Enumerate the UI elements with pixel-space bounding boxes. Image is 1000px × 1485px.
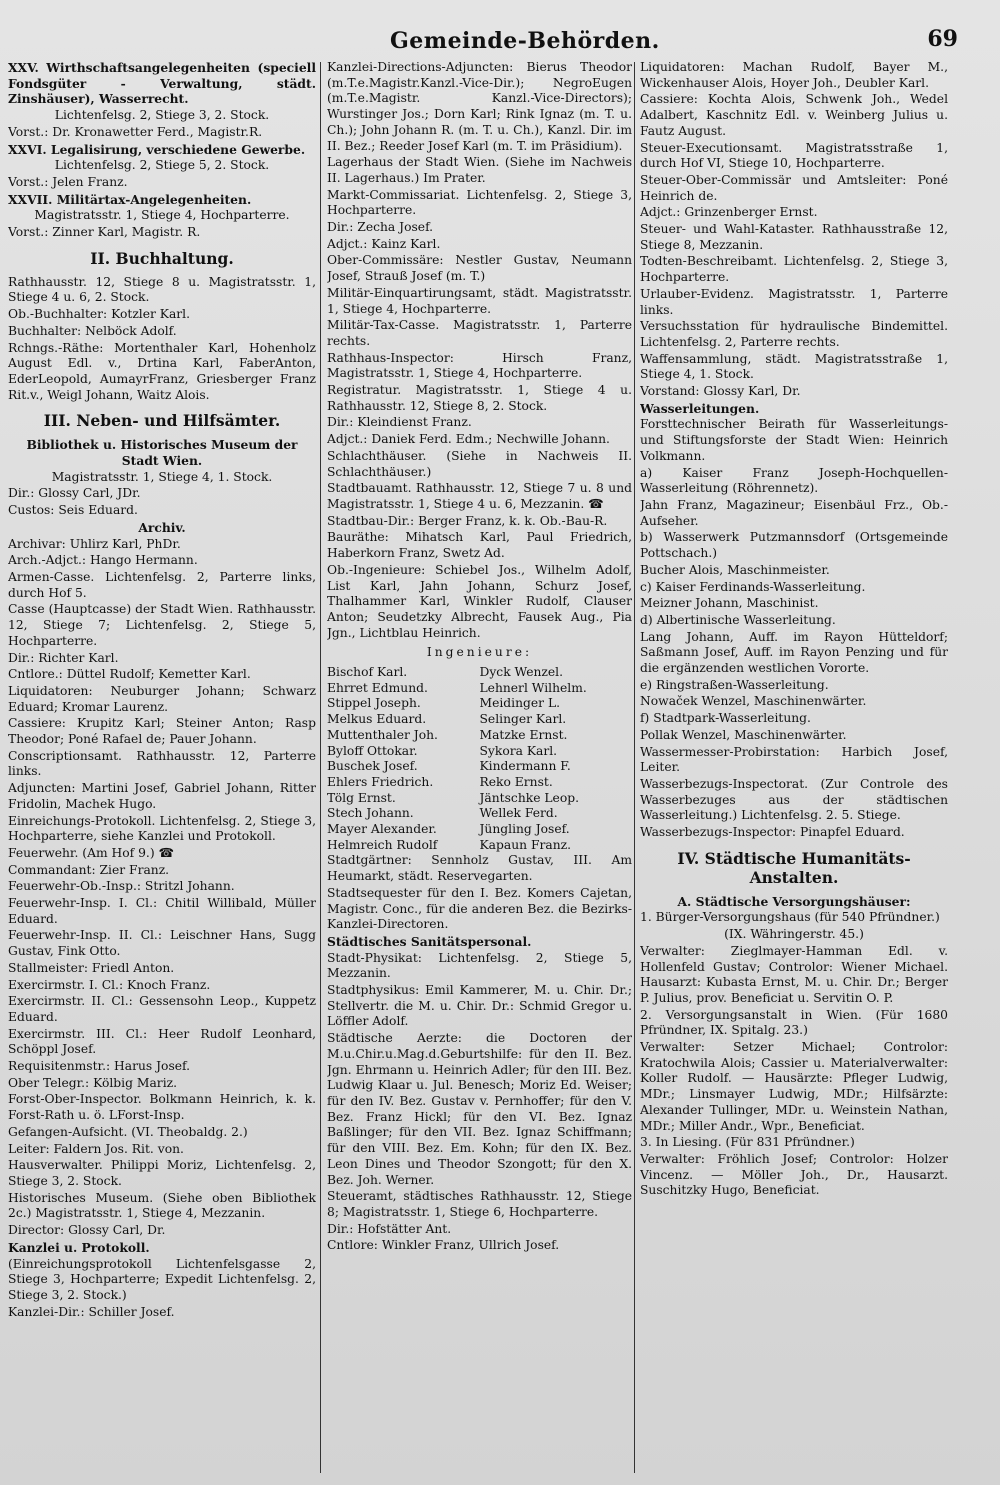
table-cell: Matzke Ernst.	[479, 727, 568, 742]
entry: Ober Telegr.: Kölbig Mariz.	[8, 1075, 178, 1090]
table-cell: Stippel Joseph.	[327, 696, 421, 711]
table-row	[327, 696, 632, 712]
entry: Bucher Alois, Maschinmeister.	[640, 562, 830, 577]
table-cell: Bischof Karl.	[327, 665, 408, 680]
entry: Einreichungs-Protokoll. Lichtenfelsg. 2, Stiege 3, Hochparterre, siehe Kanzlei und Protokoll.	[8, 813, 316, 844]
entry: Steuer-Ober-Commissär und Amtsleiter: Poné Heinrich de.	[640, 172, 948, 203]
ingenieure-heading: Ingenieure:	[426, 645, 533, 660]
entry: Rchngs.-Räthe: Mortenthaler Karl, Hohenholz August Edl. v., Drtina Karl, FaberAnton, EderLeopold, AumayrFranz, Griesberger Franz Rit.v., Weigl Johann, Waitz Alois.	[8, 340, 316, 402]
page-title: Gemeinde-Behörden.	[390, 28, 660, 54]
entry: Pollak Wenzel, Maschinenwärter.	[640, 727, 847, 742]
entry: Stallmeister: Friedl Anton.	[8, 960, 175, 975]
entry: Jahn Franz, Magazineur; Eisenbäul Frz., Ob.-Aufseher.	[640, 497, 948, 528]
address: (IX. Währingerstr. 45.)	[724, 927, 864, 942]
entry: Dir.: Kleindienst Franz.	[327, 415, 472, 430]
entry: Rathhaus-Inspector: Hirsch Franz, Magistratsstr. 1, Stiege 4, Hochparterre.	[327, 350, 632, 381]
entry: Vorst.: Jelen Franz.	[8, 174, 128, 189]
entry: Archivar: Uhlirz Karl, PhDr.	[8, 536, 181, 551]
entry: Dir.: Richter Karl.	[8, 650, 119, 665]
entry: Markt-Commissariat. Lichtenfelsg. 2, Stiege 3, Hochparterre.	[327, 187, 632, 218]
entry: Ob.-Buchhalter: Kotzler Karl.	[8, 307, 191, 322]
section-heading: Bibliothek u. Historisches Museum der Stadt Wien.	[26, 437, 298, 469]
entry: Forsttechnischer Beirath für Wasserleitungs- und Stiftungsforste der Stadt Wien: Heinrich Volkmann.	[640, 417, 948, 463]
entry: Dir.: Glossy Carl, JDr.	[8, 486, 141, 501]
entry: Director: Glossy Carl, Dr.	[8, 1223, 166, 1238]
entry: d) Albertinische Wasserleitung.	[640, 612, 836, 627]
entry: Bauräthe: Mihatsch Karl, Paul Friedrich, Haberkorn Franz, Swetz Ad.	[327, 530, 632, 561]
table-cell: Mayer Alexander.	[327, 822, 437, 837]
entry: Armen-Casse. Lichtenfelsg. 2, Parterre links, durch Hof 5.	[8, 569, 316, 600]
entry: Städtische Aerzte: die Doctoren der M.u.Chir.u.Mag.d.Geburtshilfe: für den II. Bez. Jgn. Ehrmann u. Heinrich Adler; für den III. Bez. Ludwig Klaar u. Jul. Benesch; Moriz Ed. Weiser; für den IV. Bez. Gustav v. Pernhoffer; für den V. Bez. Franz Hickl; für den VI. Bez. Ignaz Baßlinger; für den VII. Bez. Ignaz Schiffmann; für den VIII. Bez. Em. Kohn; für den IX. Bez. Leon Dines und Theodor Szongott; für den X. Bez. Joh. Werner.	[327, 1031, 632, 1187]
entry: Verwalter: Setzer Michael; Controlor: Kratochwila Alois; Cassier u. Materialverwalter: Koller Rudolf. — Hausärzte: Pfleger Ludwig, MDr.; Linsmayer Ludwig, MDr.; Hilfsärzte: Alexander Tullinger, MDr. u. Weinstein Nathan, MDr.; Miller Andr., Wpr., Beneficiat.	[640, 1040, 948, 1133]
entry: Gefangen-Aufsicht. (VI. Theobaldg. 2.)	[8, 1124, 248, 1139]
table-cell: Byloff Ottokar.	[327, 743, 418, 758]
entry: 3. In Liesing. (Für 831 Pfründner.)	[640, 1135, 855, 1150]
table-cell: Ehrret Edmund.	[327, 680, 428, 695]
column-divider	[320, 62, 321, 1473]
table-cell: Meidinger L.	[479, 696, 561, 711]
table-row	[327, 744, 632, 760]
table-cell: Stech Johann.	[327, 806, 414, 821]
entry: Feuerwehr-Insp. II. Cl.: Leischner Hans, Sugg Gustav, Fink Otto.	[8, 928, 316, 959]
entry: Cassiere: Kochta Alois, Schwenk Joh., Wedel Adalbert, Kaschnitz Edl. v. Weinberg Julius u. Fautz August.	[640, 92, 948, 138]
column-divider	[634, 62, 635, 1473]
entry: Nowaček Wenzel, Maschinenwärter.	[640, 694, 867, 709]
entry: Wasserbezugs-Inspectorat. (Zur Controle des Wasserbezuges aus der städtischen Wasserleitung.) Lichtenfelsg. 2. 5. Stiege.	[640, 776, 948, 823]
entry: Schlachthäuser. (Siehe in Nachweis II. Schlachthäuser.)	[327, 448, 632, 479]
table-cell: Tölg Ernst.	[327, 790, 396, 805]
table-cell: Wellek Ferd.	[479, 806, 558, 821]
entry: Verwalter: Zieglmayer-Hamman Edl. v. Hollenfeld Gustav; Controlor: Wiener Michael. Hausarzt: Kubasta Ernst, M. u. Chir. Dr.; Berger P. Julius, prov. Beneficiat u. Servitin O. P.	[640, 943, 948, 1005]
entry: b) Wasserwerk Putzmannsdorf (Ortsgemeinde Pottschach.)	[640, 530, 948, 561]
chapter-heading: III. Neben- und Hilfsämter.	[43, 411, 281, 431]
entry: Stadtbauamt. Rathhausstr. 12, Stiege 7 u. 8 und Magistratsstr. 1, Stiege 4 u. 6, Mezzanin. ☎	[327, 481, 632, 511]
entry: Feuerwehr-Ob.-Insp.: Stritzl Johann.	[8, 879, 235, 894]
table-row	[327, 712, 632, 728]
entry: Exercirmstr. I. Cl.: Knoch Franz.	[8, 977, 211, 992]
page-header	[0, 0, 1000, 58]
chapter-heading: II. Buchhaltung.	[90, 248, 234, 268]
entry: Wassermesser-Probirstation: Harbich Josef, Leiter.	[640, 744, 948, 775]
entry: Militär-Einquartirungsamt, städt. Magistratsstr. 1, Stiege 4, Hochparterre.	[327, 285, 632, 316]
column-left	[8, 60, 316, 1475]
entry: Adjct.: Kainz Karl.	[327, 236, 441, 251]
entry: Requisitenmstr.: Harus Josef.	[8, 1059, 191, 1074]
entry: Kanzlei-Directions-Adjuncten: Bierus Theodor (m.T.e.Magistr.Kanzl.-Vice-Dir.); NegroEugen (m.T.e.Magistr. Kanzl.-Vice-Directors); Wurstinger Jos.; Dorn Karl; Rink Ignaz (m. T. u. Ch.); John Johann R. (m. T. u. Ch.), Kanzl. Dir. im II. Bez.; Reeder Josef Karl (m. T. im Präsidium).	[327, 60, 632, 153]
table-row	[327, 681, 632, 697]
entry: Conscriptionsamt. Rathhausstr. 12, Parterre links.	[8, 748, 316, 779]
table-row	[327, 838, 632, 854]
address: Lichtenfelsg. 2, Stiege 3, 2. Stock.	[54, 108, 270, 123]
entry: Militär-Tax-Casse. Magistratsstr. 1, Parterre rechts.	[327, 318, 632, 348]
entry: Stadtgärtner: Sennholz Gustav, III. Am Heumarkt, städt. Reservegarten.	[327, 853, 632, 884]
table-row	[327, 665, 632, 681]
table-cell: Jüngling Josef.	[479, 822, 570, 837]
entry: Leiter: Faldern Jos. Rit. von.	[8, 1141, 184, 1156]
entry: Cntlore.: Düttel Rudolf; Kemetter Karl.	[8, 667, 251, 682]
entry: Urlauber-Evidenz. Magistratsstr. 1, Parterre links.	[640, 286, 948, 317]
table-cell: Jäntschke Leop.	[479, 790, 580, 805]
table-row	[327, 728, 632, 744]
table-cell: Lehnerl Wilhelm.	[479, 680, 587, 695]
entry: Stadtbau-Dir.: Berger Franz, k. k. Ob.-Bau-R.	[327, 513, 608, 528]
entry: Steuer- und Wahl-Kataster. Rathhausstraße 12, Stiege 8, Mezzanin.	[640, 222, 948, 252]
column-middle	[327, 60, 632, 1475]
entry: Stadtsequester für den I. Bez. Komers Cajetan, Magistr. Conc., für die anderen Bez. die Bezirks-Kanzlei-Directoren.	[327, 885, 632, 932]
entry: Forst-Ober-Inspector. Bolkmann Heinrich, k. k. Forst-Rath u. ö. LForst-Insp.	[8, 1092, 316, 1123]
entry: Stadtphysikus: Emil Kammerer, M. u. Chir. Dr.; Stellvertr. die M. u. Chir. Dr.: Schmid Gregor u. Löffler Adolf.	[327, 983, 632, 1029]
table-cell: Sykora Karl.	[479, 743, 558, 758]
entry: Dir.: Zecha Josef.	[327, 220, 434, 235]
entry: Lang Johann, Auff. im Rayon Hütteldorf; Saßmann Josef, Auff. im Rayon Penzing und für die ergänzenden westlichen Vororte.	[640, 629, 948, 676]
entry: Lagerhaus der Stadt Wien. (Siehe im Nachweis II. Lagerhaus.) Im Prater.	[327, 155, 632, 185]
entry: Vorst.: Dr. Kronawetter Ferd., Magistr.R.	[8, 124, 263, 139]
entry: Wasserbezugs-Inspector: Pinapfel Eduard.	[640, 825, 905, 840]
section-heading: A. Städtische Versorgungshäuser:	[677, 893, 911, 909]
entry: Vorstand: Glossy Karl, Dr.	[640, 384, 801, 399]
table-row	[327, 775, 632, 791]
entry: Custos: Seis Eduard.	[8, 503, 138, 518]
table-cell: Ehlers Friedrich.	[327, 774, 434, 789]
entry: Vorst.: Zinner Karl, Magistr. R.	[8, 225, 201, 240]
entry: e) Ringstraßen-Wasserleitung.	[640, 677, 829, 692]
entry: Casse (Hauptcasse) der Stadt Wien. Rathhausstr. 12, Stiege 7; Lichtenfelsg. 2, Stiege 5, Hochparterre.	[8, 602, 316, 648]
table-cell: Melkus Eduard.	[327, 712, 427, 727]
entry: Feuerwehr. (Am Hof 9.) ☎	[8, 845, 174, 860]
table-row	[327, 759, 632, 775]
entry: Todten-Beschreibamt. Lichtenfelsg. 2, Stiege 3, Hochparterre.	[640, 254, 948, 285]
entry: Meizner Johann, Maschinist.	[640, 596, 819, 611]
address: Lichtenfelsg. 2, Stiege 5, 2. Stock.	[54, 158, 270, 173]
entry: Exercirmstr. II. Cl.: Gessensohn Leop., Kuppetz Eduard.	[8, 994, 316, 1024]
chapter-heading: IV. Städtische Humanitäts-Anstalten.	[677, 848, 911, 887]
entry: Adjct.: Grinzenberger Ernst.	[640, 205, 818, 220]
page-number: 69	[927, 26, 958, 52]
entry: Steuer-Executionsamt. Magistratsstraße 1, durch Hof VI, Stiege 10, Hochparterre.	[640, 140, 948, 171]
entry: c) Kaiser Ferdinands-Wasserleitung.	[640, 579, 866, 594]
entry: Waffensammlung, städt. Magistratsstraße 1, Stiege 4, 1. Stock.	[640, 351, 948, 382]
entry: Liquidatoren: Neuburger Johann; Schwarz Eduard; Kromar Laurenz.	[8, 683, 316, 714]
table-cell: Reko Ernst.	[479, 774, 553, 789]
table-cell: Buschek Josef.	[327, 759, 418, 774]
table-row	[327, 791, 632, 807]
entry: Historisches Museum. (Siehe oben Bibliothek 2c.) Magistratsstr. 1, Stiege 4, Mezzanin.	[8, 1190, 316, 1221]
entry: Hausverwalter. Philippi Moriz, Lichtenfelsg. 2, Stiege 3, 2. Stock.	[8, 1158, 316, 1188]
table-cell: Muttenthaler Joh.	[327, 727, 438, 742]
entry: Dir.: Hofstätter Ant.	[327, 1221, 452, 1236]
entry: (Einreichungsprotokoll Lichtenfelsgasse 2, Stiege 3, Hochparterre; Expedit Lichtenfelsg. 2, Stiege 3, 2. Stock.)	[8, 1256, 316, 1302]
entry: Adjct.: Daniek Ferd. Edm.; Nechwille Johann.	[327, 432, 610, 447]
entry: Liquidatoren: Machan Rudolf, Bayer M., Wickenhauser Alois, Hoyer Joh., Deubler Karl.	[640, 60, 948, 90]
entry: a) Kaiser Franz Joseph-Hochquellen-Wasserleitung (Röhrennetz).	[640, 465, 948, 496]
entry: Steueramt, städtisches Rathhausstr. 12, Stiege 8; Magistratsstr. 1, Stiege 6, Hochparterre.	[327, 1189, 632, 1219]
ingenieure-table	[327, 665, 632, 853]
entry: Exercirmstr. III. Cl.: Heer Rudolf Leonhard, Schöppl Josef.	[8, 1026, 316, 1057]
entry: Kanzlei-Dir.: Schiller Josef.	[8, 1304, 175, 1319]
entry: Commandant: Zier Franz.	[8, 862, 170, 877]
section-heading: Archiv.	[138, 519, 186, 535]
section-heading: XXVII. Militärtax-Angelegenheiten.	[8, 191, 252, 207]
entry: Feuerwehr-Insp. I. Cl.: Chitil Willibald, Müller Eduard.	[8, 896, 316, 926]
address: Magistratsstr. 1, Stiege 4, Hochparterre.	[34, 208, 290, 223]
entry: Registratur. Magistratsstr. 1, Stiege 4 u. Rathhausstr. 12, Stiege 8, 2. Stock.	[327, 383, 632, 413]
table-cell: Dyck Wenzel.	[479, 665, 563, 680]
entry: Ob.-Ingenieure: Schiebel Jos., Wilhelm Adolf, List Karl, Jahn Johann, Schurz Josef, Thalhammer Karl, Winkler Rudolf, Clauser Anton; Seudetzky Albrecht, Fausek Aug., Pia Jgn., Lichtblau Heinrich.	[327, 562, 632, 640]
section-heading: Wasserleitungen.	[640, 400, 760, 416]
entry: 2. Versorgungsanstalt in Wien. (Für 1680 Pfründner, IX. Spitalg. 23.)	[640, 1007, 948, 1038]
entry: 1. Bürger-Versorgungshaus (für 540 Pfründner.)	[640, 910, 940, 925]
entry: Ober-Commissäre: Nestler Gustav, Neumann Josef, Strauß Josef (m. T.)	[327, 253, 632, 284]
entry: Versuchsstation für hydraulische Bindemittel. Lichtenfelsg. 2, Parterre rechts.	[640, 319, 948, 349]
entry: Arch.-Adjct.: Hango Hermann.	[8, 553, 198, 568]
section-heading: XXVI. Legalisirung, verschiedene Gewerbe.	[8, 141, 306, 157]
entry: Verwalter: Fröhlich Josef; Controlor: Holzer Vincenz. — Möller Joh., Dr., Hausarzt. Suschitzky Hugo, Beneficiat.	[640, 1152, 948, 1198]
entry: Stadt-Physikat: Lichtenfelsg. 2, Stiege 5, Mezzanin.	[327, 950, 632, 981]
table-cell: Kindermann F.	[479, 759, 571, 774]
entry: Buchhalter: Nelböck Adolf.	[8, 323, 177, 338]
entry: Cassiere: Krupitz Karl; Steiner Anton; Rasp Theodor; Poné Rafael de; Pauer Johann.	[8, 716, 316, 747]
section-heading: Städtisches Sanitätspersonal.	[327, 933, 532, 949]
entry: Adjuncten: Martini Josef, Gabriel Johann, Ritter Fridolin, Machek Hugo.	[8, 781, 316, 811]
table-cell: Helmreich Rudolf	[327, 837, 438, 852]
table-cell: Selinger Karl.	[479, 712, 567, 727]
column-right	[640, 60, 948, 1475]
section-heading: Kanzlei u. Protokoll.	[8, 1239, 150, 1255]
address: Magistratsstr. 1, Stiege 4, 1. Stock.	[51, 469, 273, 484]
address: Rathhausstr. 12, Stiege 8 u. Magistratsstr. 1, Stiege 4 u. 6, 2. Stock.	[8, 274, 316, 305]
table-row	[327, 806, 632, 822]
section-heading: XXV. Wirthschaftsangelegenheiten (speciell Fondsgüter - Verwaltung, städt. Zinshäuser), Wasserrecht.	[8, 60, 316, 107]
table-cell: Kapaun Franz.	[479, 837, 572, 852]
entry: f) Stadtpark-Wasserleitung.	[640, 711, 811, 726]
table-row	[327, 822, 632, 838]
entry: Cntlore: Winkler Franz, Ullrich Josef.	[327, 1238, 560, 1253]
